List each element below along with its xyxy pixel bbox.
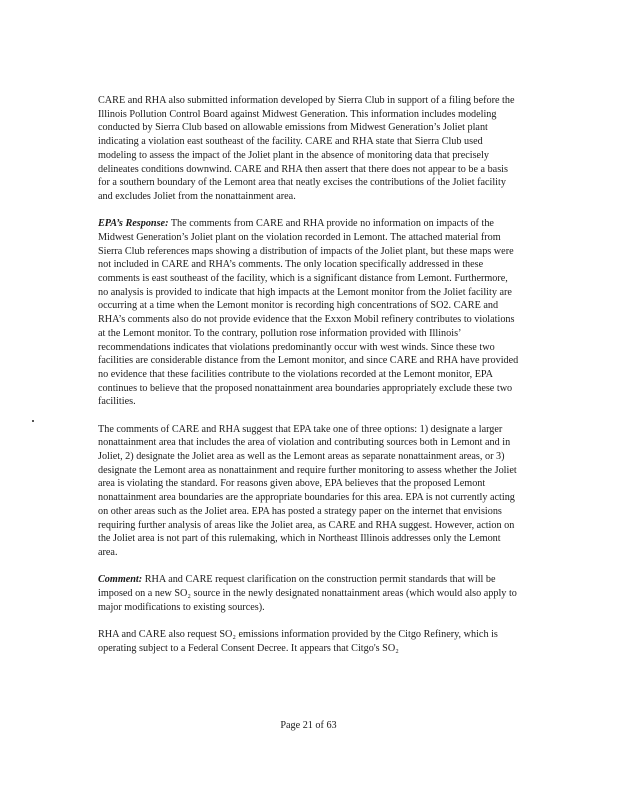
paragraph-text: The comments from CARE and RHA provide no information on impacts of the Midwest Generation’s Joliet plant on the violation recorded in Lemont. The attached material from Sierra Club references maps showing a distribution of impacts of the Joliet plant, but these maps were not included in CARE and RHA’s comments. The only location specifically addressed in these comments is east southeast of the facility, which is a significant distance from Lemont. Furthermore, no analysis is provided to indicate that high impacts at the Lemont monitor from the Joliet facility are occurring at a time when the Lemont monitor is recording high concentrations of SO2. CARE and RHA’s comments also do not provide evidence that the Exxon Mobil refinery contributes to violations at the Lemont monitor. To the contrary, pollution rose information provided with Illinois’ recommendations indicates that violations predominantly occur with west winds. Since these two facilities are considerable distance from the Lemont monitor, and since CARE and RHA have provided no evidence that these facilities contribute to the violations recorded at the Lemont monitor, EPA continues to believe that the proposed nonattainment area boundaries appropriately exclude these two facilities. bbox=[98, 218, 519, 408]
paragraph-text: RHA and CARE request clarification on the construction permit standards that will be imposed on a new SO₂ source in the newly designated nonattainment areas (which would also apply to major modifications to existing sources). bbox=[98, 574, 517, 613]
paragraph-label: Comment: bbox=[98, 574, 143, 586]
paragraph-epa-response bbox=[98, 217, 520, 409]
scan-speck bbox=[32, 420, 34, 422]
paragraph-text: RHA and CARE also request SO₂ emissions information provided by the Citgo Refinery, which is operating subject to a Federal Consent Decree. It appears that Citgo's SO₂ bbox=[98, 628, 498, 654]
paragraph-three-options bbox=[98, 423, 520, 560]
page-number: Page 21 of 63 bbox=[280, 720, 337, 731]
paragraph-label: EPA’s Response: bbox=[98, 218, 169, 230]
paragraph-comment-permit-standards bbox=[98, 573, 520, 614]
paragraph-text: The comments of CARE and RHA suggest that EPA take one of three options: 1) designate a larger nonattainment area that includes the area of violation and contributing sources both in Lemont and in Joliet, 2) designate the Joliet area as well as the Lemont areas as separate nonattainment areas, or 3) designate the Lemont area as nonattainment and require further monitoring to assess whether the Joliet area is violating the standard. For reasons given above, EPA believes that the proposed Lemont nonattainment area boundaries are the appropriate boundaries for this area. EPA is not currently acting on other areas such as the Joliet area. EPA has posted a strategy paper on the internet that envisions requiring further analysis of areas like the Joliet area, as CARE and RHA suggest. However, action on the Joliet area is not part of this rulemaking, which in Northeast Illinois addresses only the Lemont area. bbox=[98, 423, 517, 558]
paragraph-text: CARE and RHA also submitted information developed by Sierra Club in support of a filing before the Illinois Pollution Control Board against Midwest Generation. This information includes modeling conducted by Sierra Club based on allowable emissions from Midwest Generation’s Joliet plant indicating a violation east southeast of the facility. CARE and RHA state that Sierra Club used modeling to assess the impact of the Joliet plant in the absence of monitoring data that precisely delineates conditions downwind. CARE and RHA then assert that there does not appear to be a basis for a southern boundary of the Lemont area that neatly excises the contributions of the Joliet facility and excludes Joliet from the nonattainment area. bbox=[98, 95, 515, 202]
paragraph-care-rha-sierra-club bbox=[98, 94, 520, 204]
document-body bbox=[98, 94, 520, 669]
paragraph-citgo-emissions bbox=[98, 628, 520, 655]
